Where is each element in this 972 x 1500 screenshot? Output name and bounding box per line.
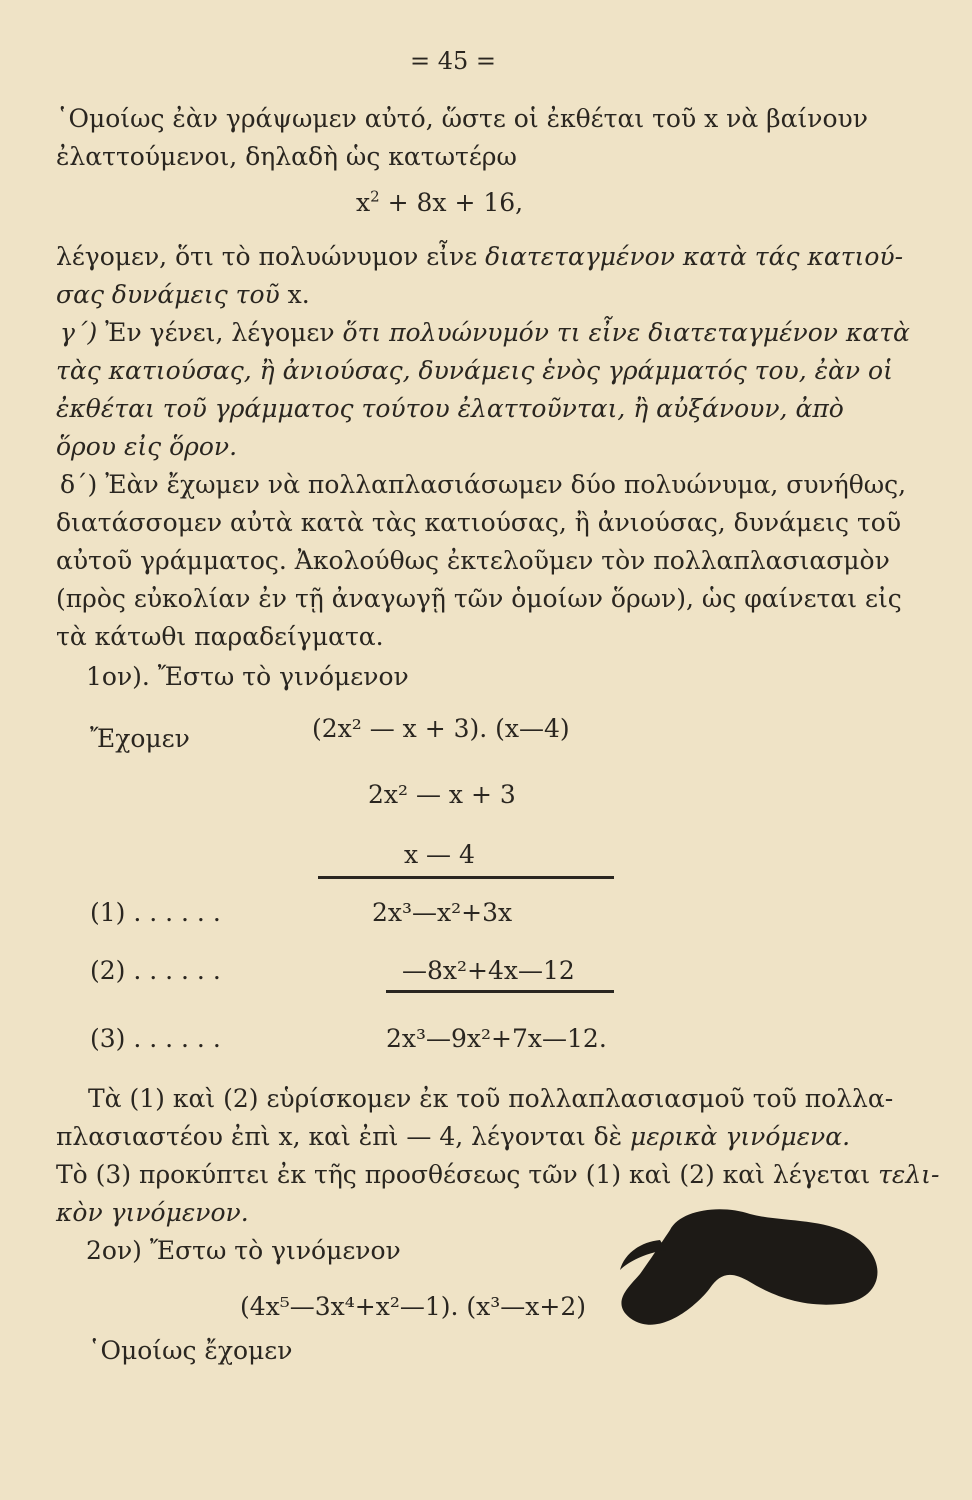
product-expression: (2x² — x + 3). (x—4) (312, 714, 570, 743)
text-line: ὅρου εἰς ὅρον. (56, 432, 238, 461)
emphasis: σας δυνάμεις τοῦ (56, 280, 280, 309)
text-line: γ΄) Ἐν γένει, λέγομεν ὅτι πολυώνυμόν τι εἶνε διατεταγμένον κατὰ (60, 318, 910, 347)
text-line: σας δυνάμεις τοῦ x. (56, 280, 310, 309)
calculation-rule (318, 876, 614, 879)
text-line: αὐτοῦ γράμματος. Ἀκολούθως ἐκτελοῦμεν τὸν πολλαπλασιασμὸν (56, 546, 890, 575)
equation-term: + 8x + 16, (379, 188, 524, 217)
row-label: (1) . . . . . . (90, 898, 221, 927)
total-product: 2x³—9x²+7x—12. (386, 1024, 607, 1053)
example-heading: 1ον). Ἔστω τὸ γινόμενον (86, 662, 409, 691)
text-line: ἐκθέται τοῦ γράμματος τούτου ἐλαττοῦνται, ἢ αὐξάνουν, ἀπὸ (56, 394, 844, 423)
ink-blot (600, 1190, 900, 1340)
text-line: τὰς κατιούσας, ἢ ἀνιούσας, δυνάμεις ἑνὸς γράμματός του, ἐὰν οἱ (56, 356, 893, 385)
equation (356, 186, 523, 220)
multiplier: x — 4 (404, 840, 475, 869)
text-line: (πρὸς εὐκολίαν ἐν τῇ ἀναγωγῇ τῶν ὁμοίων ὅρων), ὡς φαίνεται εἰς (56, 584, 902, 613)
partial-product: —8x²+4x—12 (402, 956, 575, 985)
calculation-rule (386, 990, 614, 993)
text-line: τὰ κάτωθι παραδείγματα. (56, 622, 384, 651)
equation-exponent: 2 (370, 187, 380, 206)
equation-term: x (356, 188, 371, 217)
partial-product: 2x³—x²+3x (372, 898, 513, 927)
emphasis: μερικὰ γινόμενα. (630, 1122, 851, 1151)
text-line: ῾Ομοίως ἐὰν γράψωμεν αὐτό, ὥστε οἱ ἐκθέται τοῦ x νὰ βαίνουν (56, 104, 868, 133)
text-line: δ΄) Ἐὰν ἔχωμεν νὰ πολλαπλασιάσωμεν δύο πολυώνυμα, συνήθως, (60, 470, 907, 499)
emphasis: τελι- (878, 1160, 940, 1189)
page-number: = 45 = (410, 47, 497, 75)
product-expression: (4x⁵—3x⁴+x²—1). (x³—x+2) (240, 1292, 587, 1321)
text-line: ἐλαττούμενοι, δηλαδὴ ὡς κατωτέρω (56, 142, 517, 171)
text-line: Τὰ (1) καὶ (2) εὑρίσκομεν ἐκ τοῦ πολλαπλασιασμοῦ τοῦ πολλα- (88, 1084, 894, 1113)
text-line: Τὸ (3) προκύπτει ἐκ τῆς προσθέσεως τῶν (1) καὶ (2) καὶ λέγεται τελι- (56, 1160, 940, 1189)
text-line: κὸν γινόμενον. (56, 1198, 249, 1227)
text-line: διατάσσομεν αὐτὰ κατὰ τὰς κατιούσας, ἢ ἀνιούσας, δυνάμεις τοῦ (56, 508, 902, 537)
emphasis: ὅτι πολυώνυμόν τι εἶνε διατεταγμένον κατὰ (342, 318, 910, 347)
label-we-have: Ἔχομεν (90, 724, 190, 753)
multiplicand: 2x² — x + 3 (368, 780, 516, 809)
text-line: λέγομεν, ὅτι τὸ πολυώνυμον εἶνε διατεταγμένον κατὰ τάς κατιού- (56, 242, 904, 271)
text-line: πλασιαστέου ἐπὶ x, καὶ ἐπὶ — 4, λέγονται δὲ μερικὰ γινόμενα. (56, 1122, 851, 1151)
emphasis: διατεταγμένον κατὰ τάς κατιού- (485, 242, 904, 271)
section-marker: γ΄) (60, 318, 106, 347)
row-label: (3) . . . . . . (90, 1024, 221, 1053)
row-label: (2) . . . . . . (90, 956, 221, 985)
example-heading: 2ον) Ἔστω τὸ γινόμενον (86, 1236, 401, 1265)
label-we-have: ῾Ομοίως ἔχομεν (88, 1336, 293, 1365)
